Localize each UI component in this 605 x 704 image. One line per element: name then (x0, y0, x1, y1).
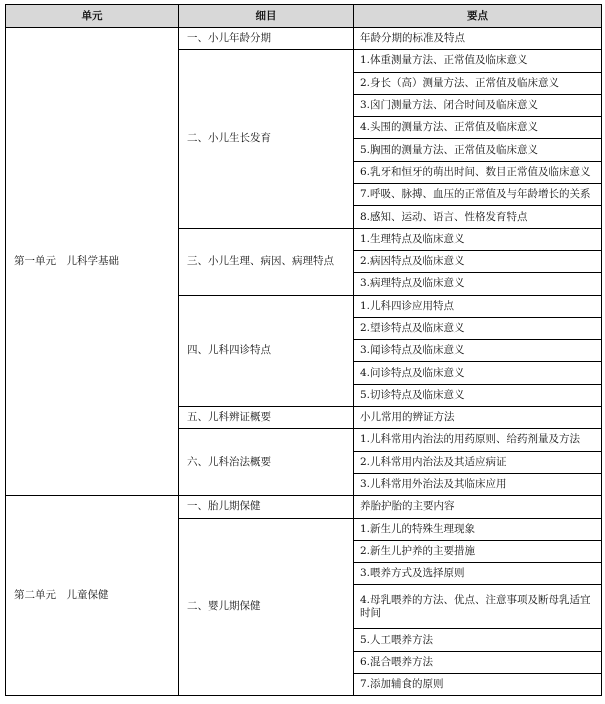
unit-cell: 第一单元 儿科学基础 (6, 28, 179, 496)
point-cell: 5.人工喂养方法 (354, 629, 602, 651)
point-cell: 7.呼吸、脉搏、血压的正常值及与年龄增长的关系 (354, 184, 602, 206)
point-cell: 3.囟门测量方法、闭合时间及临床意义 (354, 94, 602, 116)
header-points: 要点 (354, 5, 602, 28)
point-cell: 8.感知、运动、语言、性格发育特点 (354, 206, 602, 228)
point-cell: 3.喂养方式及选择原则 (354, 563, 602, 585)
item-cell: 二、小儿生长发育 (179, 50, 354, 228)
point-cell: 1.儿科四诊应用特点 (354, 295, 602, 317)
point-cell: 7.添加辅食的原则 (354, 674, 602, 696)
point-cell: 1.生理特点及临床意义 (354, 228, 602, 250)
point-cell: 1.新生儿的特殊生理现象 (354, 518, 602, 540)
point-cell: 6.乳牙和恒牙的萌出时间、数目正常值及临床意义 (354, 161, 602, 183)
item-cell: 四、儿科四诊特点 (179, 295, 354, 406)
header-item: 细目 (179, 5, 354, 28)
point-cell: 2.新生儿护养的主要措施 (354, 540, 602, 562)
point-cell: 1.体重测量方法、正常值及临床意义 (354, 50, 602, 72)
item-cell: 一、胎儿期保健 (179, 496, 354, 518)
point-cell: 2.病因特点及临床意义 (354, 250, 602, 272)
point-cell: 1.儿科常用内治法的用药原则、给药剂量及方法 (354, 429, 602, 451)
point-cell: 小儿常用的辨证方法 (354, 407, 602, 429)
table-row (6, 496, 602, 518)
point-cell: 2.儿科常用内治法及其适应病证 (354, 451, 602, 473)
unit-cell: 第二单元 儿童保健 (6, 496, 179, 696)
table-row (6, 28, 602, 50)
header-unit: 单元 (6, 5, 179, 28)
item-cell: 一、小儿年龄分期 (179, 28, 354, 50)
table-body (6, 28, 602, 696)
point-cell: 4.问诊特点及临床意义 (354, 362, 602, 384)
point-cell: 6.混合喂养方法 (354, 651, 602, 673)
point-cell: 3.闻诊特点及临床意义 (354, 340, 602, 362)
point-cell: 2.望诊特点及临床意义 (354, 317, 602, 339)
item-cell: 六、儿科治法概要 (179, 429, 354, 496)
item-cell: 五、儿科辨证概要 (179, 407, 354, 429)
syllabus-table (5, 4, 602, 696)
point-cell: 2.身长（高）测量方法、正常值及临床意义 (354, 72, 602, 94)
item-cell: 三、小儿生理、病因、病理特点 (179, 228, 354, 295)
item-cell: 二、婴儿期保健 (179, 518, 354, 696)
point-cell: 养胎护胎的主要内容 (354, 496, 602, 518)
point-cell: 年龄分期的标准及特点 (354, 28, 602, 50)
point-cell: 3.儿科常用外治法及其临床应用 (354, 473, 602, 495)
point-cell: 5.胸围的测量方法、正常值及临床意义 (354, 139, 602, 161)
point-cell: 4.头围的测量方法、正常值及临床意义 (354, 117, 602, 139)
point-cell: 5.切诊特点及临床意义 (354, 384, 602, 406)
point-cell: 4.母乳喂养的方法、优点、注意事项及断母乳适宜时间 (354, 585, 602, 629)
point-cell: 3.病理特点及临床意义 (354, 273, 602, 295)
header-row (6, 5, 602, 28)
